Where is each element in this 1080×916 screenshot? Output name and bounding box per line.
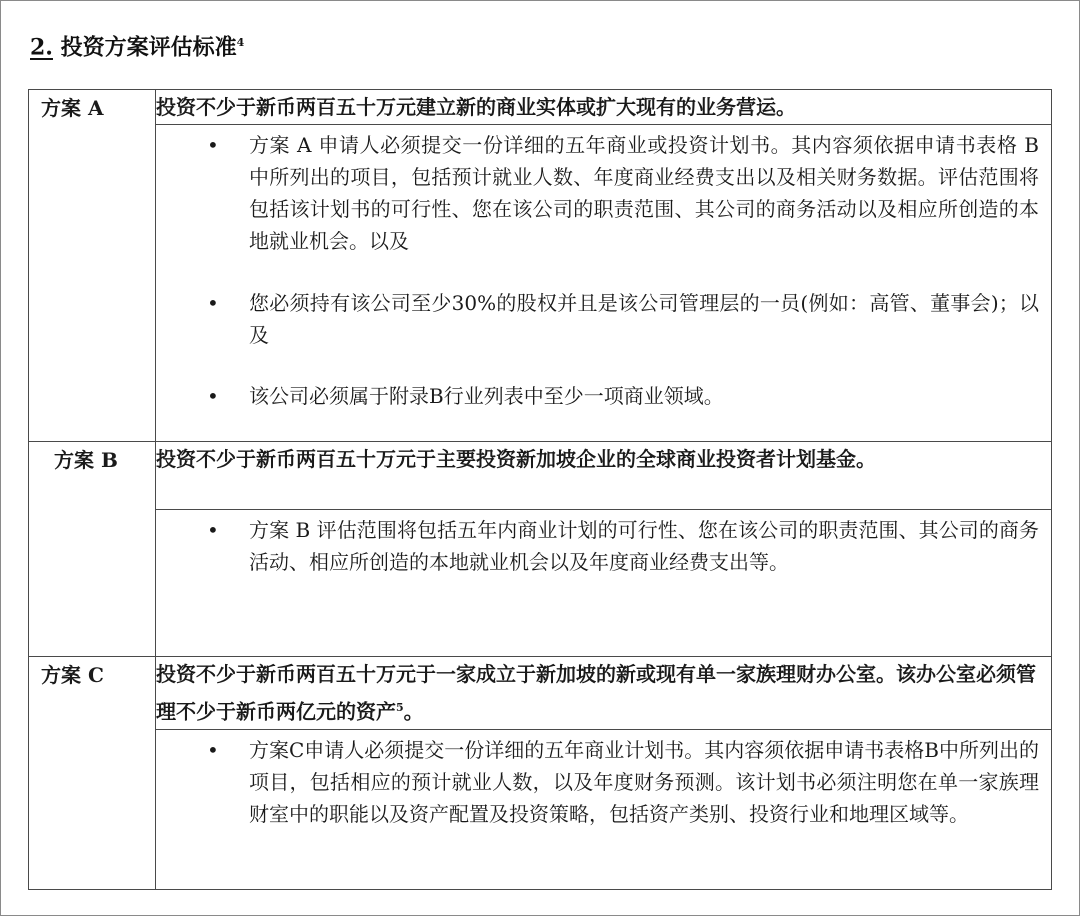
list-item [207,734,1039,830]
title-footnote: 5 [396,701,404,714]
scheme-a-body-cell [156,125,1052,442]
scheme-a-body-row [29,125,1052,442]
bullet-icon: • [207,518,219,542]
bullet-icon: • [207,384,219,408]
scheme-title [156,657,1051,729]
section-number: 2. [30,34,53,61]
investment-scheme-table [28,89,1052,890]
scheme-label: 方案 B [54,448,118,472]
scheme-b-body-cell [156,510,1052,657]
section-title: 投资方案评估标准 [60,34,237,61]
bullet-icon: • [207,737,219,762]
scheme-b-title-cell [156,442,1052,510]
scheme-c-body-cell [156,729,1052,889]
scheme-title: 投资不少于新币两百五十万元于主要投资新加坡企业的全球商业投资者计划基金。 [156,447,876,471]
scheme-c-body-row [29,729,1052,889]
list-item [207,380,1039,412]
scheme-b-body-row [29,510,1052,657]
point-text: 该公司必须属于附录B行业列表中至少一项商业领域。 [249,384,724,408]
scheme-a-points [156,125,1051,412]
scheme-title: 投资不少于新币两百五十万元建立新的商业实体或扩大现有的业务营运。 [156,95,796,119]
scheme-a-label-cell [29,90,156,442]
scheme-c-points [156,730,1051,830]
scheme-c-label-cell [29,657,156,890]
scheme-c-title-row [29,657,1052,730]
list-item [207,514,1039,578]
scheme-c-title-cell [156,657,1052,730]
scheme-a-title-cell [156,90,1052,125]
scheme-label: 方案 A [41,96,104,120]
point-text: 方案C申请人必须提交一份详细的五年商业计划书。其内容须依据申请书表格B中所列出的项目，包括相应的预计就业人数，以及年度财务预测。该计划书必须注明您在单一家族理财室中的职能以及资产配置及投资策略，包括资产类别、投资行业和地理区域等。 [249,737,1039,826]
scheme-label: 方案 C [41,663,104,687]
point-text: 您必须持有该公司至少30%的股权并且是该公司管理层的一员(例如：高管、董事会)；以及 [249,291,1039,347]
point-text: 方案 A 申请人必须提交一份详细的五年商业或投资计划书。其内容须依据申请书表格 B 中所列出的项目，包括预计就业人数、年度商业经费支出以及相关财务数据。评估范围将包括该计划书的可行性、您在该公司的职责范围、其公司的商务活动以及相应所创造的本地就业机会。以及 [249,133,1039,253]
scheme-b-points [156,510,1051,578]
scheme-title-text: 投资不少于新币两百五十万元于一家成立于新加坡的新或现有单一家族理财办公室。该办公室必须管理不少于新币两亿元的资产 [156,662,1036,724]
scheme-b-label-cell [29,442,156,657]
point-text: 方案 B 评估范围将包括五年内商业计划的可行性、您在该公司的职责范围、其公司的商务活动、相应所创造的本地就业机会以及年度商业经费支出等。 [249,518,1039,574]
bullet-icon: • [207,133,219,157]
scheme-b-title-row [29,442,1052,510]
bullet-icon: • [207,291,219,315]
list-item [207,129,1039,257]
section-heading [30,26,244,64]
heading-footnote: 4 [236,36,245,49]
list-item [207,287,1039,351]
title-end: 。 [403,699,424,724]
scheme-a-title-row [29,90,1052,125]
